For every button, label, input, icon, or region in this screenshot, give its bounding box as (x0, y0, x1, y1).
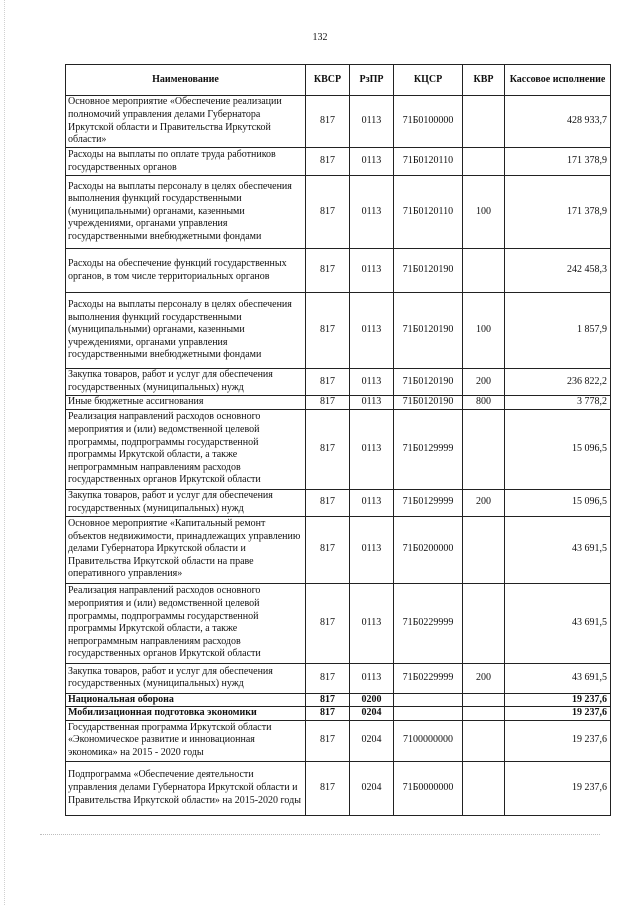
row-kcsr: 7100000000 (394, 720, 463, 761)
table-row (66, 293, 611, 369)
row-kvsr: 817 (306, 409, 350, 489)
row-kcsr: 71Б0120190 (394, 369, 463, 396)
row-sum: 43 691,5 (505, 663, 611, 693)
table-row (66, 369, 611, 396)
row-sum: 19 237,6 (505, 707, 611, 721)
table-row (66, 148, 611, 176)
table-row (66, 96, 611, 148)
row-kvr (463, 148, 505, 176)
row-kcsr: 71Б0120190 (394, 249, 463, 293)
row-kvr (463, 516, 505, 583)
row-name: Национальная оборона (66, 693, 306, 707)
row-name: Расходы на выплаты по оплате труда работников государственных органов (66, 148, 306, 176)
row-kvsr: 817 (306, 583, 350, 663)
row-kvr (463, 249, 505, 293)
row-kcsr: 71Б0120190 (394, 293, 463, 369)
row-rzpr: 0204 (350, 720, 394, 761)
row-rzpr: 0113 (350, 663, 394, 693)
row-kvr (463, 761, 505, 815)
row-kcsr (394, 707, 463, 721)
row-kcsr (394, 693, 463, 707)
row-kvsr: 817 (306, 293, 350, 369)
row-kcsr: 71Б0120110 (394, 148, 463, 176)
scan-footer-line (40, 834, 600, 835)
row-name: Расходы на выплаты персоналу в целях обеспечения выполнения функций государственными (муниципальными) органами, казенными учреждениями, органами управления государственными внебюджетными фондами (66, 176, 306, 249)
header-name: Наименование (66, 65, 306, 96)
row-sum: 1 857,9 (505, 293, 611, 369)
row-kvr (463, 583, 505, 663)
row-kvsr: 817 (306, 396, 350, 410)
row-name: Закупка товаров, работ и услуг для обеспечения государственных (муниципальных) нужд (66, 489, 306, 516)
row-kvr (463, 96, 505, 148)
row-rzpr: 0113 (350, 96, 394, 148)
row-name: Реализация направлений расходов основного мероприятия и (или) ведомственной целевой программы, подпрограммы государственной программы Иркутской области, а также непрограммным направлениям расходов государственных органов Иркутской области (66, 409, 306, 489)
table-header-row (66, 65, 611, 96)
page-number: 132 (312, 32, 328, 43)
row-kvr: 800 (463, 396, 505, 410)
row-name: Расходы на выплаты персоналу в целях обеспечения выполнения функций государственными (муниципальными) органами, казенными учреждениями, органами управления государственными внебюджетными фондами (66, 293, 306, 369)
row-kvsr: 817 (306, 249, 350, 293)
row-name: Основное мероприятие «Обеспечение реализации полномочий управления делами Губернатора Иркутской области и Правительства Иркутской области» (66, 96, 306, 148)
row-kvsr: 817 (306, 693, 350, 707)
header-rzpr: РзПР (350, 65, 394, 96)
row-rzpr: 0113 (350, 148, 394, 176)
row-kvr: 100 (463, 176, 505, 249)
table-row (66, 396, 611, 410)
row-rzpr: 0113 (350, 176, 394, 249)
table-row-section (66, 693, 611, 707)
row-kvsr: 817 (306, 176, 350, 249)
row-sum: 19 237,6 (505, 693, 611, 707)
row-sum: 171 378,9 (505, 176, 611, 249)
row-sum: 242 458,3 (505, 249, 611, 293)
row-kvr (463, 409, 505, 489)
header-kvr: КВР (463, 65, 505, 96)
header-kvsr: КВСР (306, 65, 350, 96)
row-sum: 15 096,5 (505, 489, 611, 516)
scan-edge-mark (4, 0, 5, 905)
table-row (66, 489, 611, 516)
row-rzpr: 0113 (350, 409, 394, 489)
row-kvr (463, 720, 505, 761)
header-kcsr: КЦСР (394, 65, 463, 96)
row-kcsr: 71Б0200000 (394, 516, 463, 583)
row-name: Государственная программа Иркутской области «Экономическое развитие и инновационная экономика» на 2015 - 2020 годы (66, 720, 306, 761)
row-name: Расходы на обеспечение функций государственных органов, в том числе территориальных органов (66, 249, 306, 293)
row-kcsr: 71Б0229999 (394, 663, 463, 693)
row-sum: 43 691,5 (505, 516, 611, 583)
row-rzpr: 0113 (350, 369, 394, 396)
row-kcsr: 71Б0120190 (394, 396, 463, 410)
budget-execution-table (65, 64, 611, 816)
table-row (66, 761, 611, 815)
row-kvr: 200 (463, 663, 505, 693)
row-kvsr: 817 (306, 148, 350, 176)
row-rzpr: 0113 (350, 489, 394, 516)
row-rzpr: 0204 (350, 707, 394, 721)
row-kvsr: 817 (306, 707, 350, 721)
row-kcsr: 71Б0120110 (394, 176, 463, 249)
row-rzpr: 0113 (350, 396, 394, 410)
row-kvsr: 817 (306, 489, 350, 516)
row-rzpr: 0204 (350, 761, 394, 815)
row-rzpr: 0200 (350, 693, 394, 707)
row-sum: 15 096,5 (505, 409, 611, 489)
row-sum: 428 933,7 (505, 96, 611, 148)
row-kvr: 100 (463, 293, 505, 369)
table-row (66, 583, 611, 663)
row-kvsr: 817 (306, 761, 350, 815)
row-kcsr: 71Б0100000 (394, 96, 463, 148)
row-rzpr: 0113 (350, 583, 394, 663)
row-sum: 19 237,6 (505, 720, 611, 761)
table-row (66, 720, 611, 761)
row-kvsr: 817 (306, 516, 350, 583)
row-kvr (463, 693, 505, 707)
header-sum: Кассовое исполнение (505, 65, 611, 96)
table-row (66, 249, 611, 293)
table-row (66, 176, 611, 249)
row-kvr: 200 (463, 369, 505, 396)
row-kvsr: 817 (306, 663, 350, 693)
row-sum: 3 778,2 (505, 396, 611, 410)
row-kvr (463, 707, 505, 721)
row-name: Иные бюджетные ассигнования (66, 396, 306, 410)
row-rzpr: 0113 (350, 249, 394, 293)
table-row-section (66, 707, 611, 721)
row-name: Основное мероприятие «Капитальный ремонт объектов недвижимости, принадлежащих управлению делами Губернатора Иркутской области и Правительства Иркутской области на праве оперативного управления» (66, 516, 306, 583)
row-kcsr: 71Б0229999 (394, 583, 463, 663)
table-row (66, 516, 611, 583)
row-sum: 171 378,9 (505, 148, 611, 176)
row-rzpr: 0113 (350, 293, 394, 369)
row-name: Закупка товаров, работ и услуг для обеспечения государственных (муниципальных) нужд (66, 369, 306, 396)
row-rzpr: 0113 (350, 516, 394, 583)
table-row (66, 409, 611, 489)
row-kvsr: 817 (306, 96, 350, 148)
row-name: Подпрограмма «Обеспечение деятельности управления делами Губернатора Иркутской области и Правительства Иркутской области» на 2015-2020 годы (66, 761, 306, 815)
table-row (66, 663, 611, 693)
row-sum: 43 691,5 (505, 583, 611, 663)
row-kcsr: 71Б0129999 (394, 409, 463, 489)
row-sum: 236 822,2 (505, 369, 611, 396)
row-name: Закупка товаров, работ и услуг для обеспечения государственных (муниципальных) нужд (66, 663, 306, 693)
row-kvsr: 817 (306, 720, 350, 761)
row-name: Реализация направлений расходов основного мероприятия и (или) ведомственной целевой программы, подпрограммы государственной программы Иркутской области, а также непрограммным направлениям расходов государственных органов Иркутской области (66, 583, 306, 663)
row-sum: 19 237,6 (505, 761, 611, 815)
row-kcsr: 71Б0129999 (394, 489, 463, 516)
row-kvsr: 817 (306, 369, 350, 396)
row-kcsr: 71Б0000000 (394, 761, 463, 815)
row-name: Мобилизационная подготовка экономики (66, 707, 306, 721)
row-kvr: 200 (463, 489, 505, 516)
